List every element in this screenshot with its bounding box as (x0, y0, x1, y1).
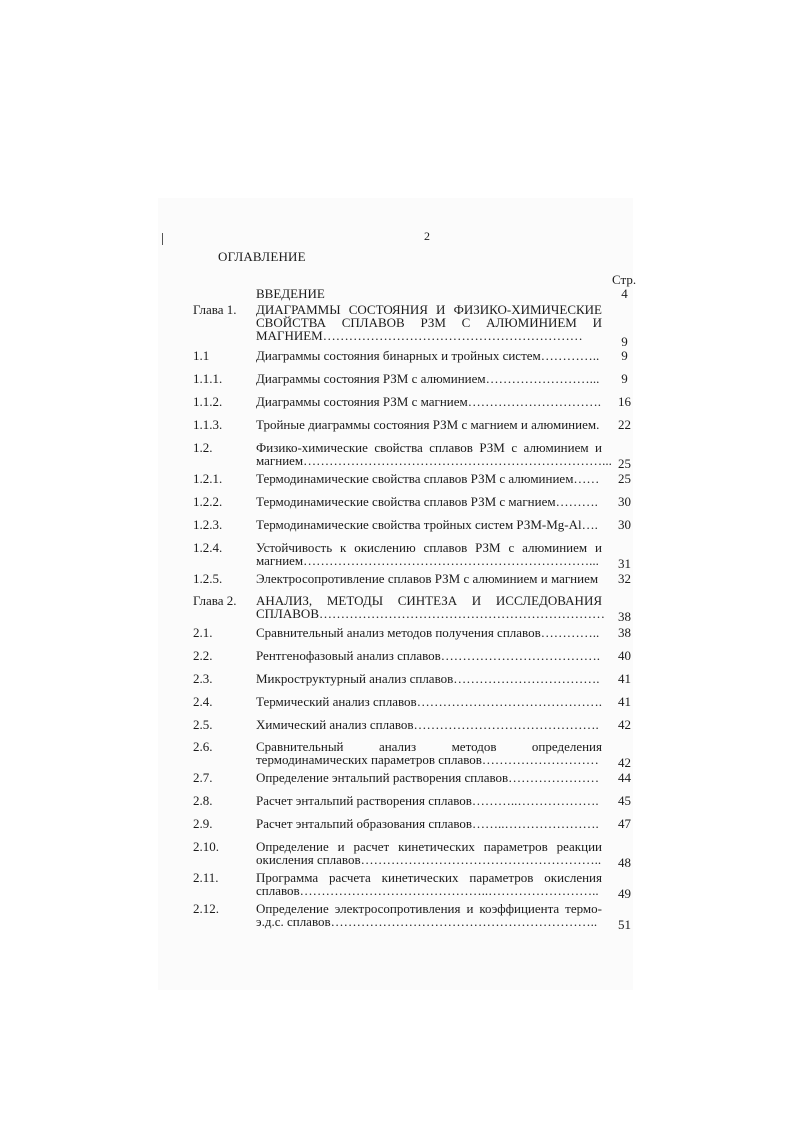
toc-entry-number: 2.12. (193, 901, 219, 916)
toc-entry-text: Термодинамические свойства сплавов РЗМ с магнием………. (256, 494, 598, 509)
toc-entry-number: 2.6. (193, 739, 213, 754)
toc-entry-page: 42 (618, 755, 631, 770)
toc-entry-text: Химический анализ сплавов……………………………………. (256, 717, 599, 732)
toc-entry-text: Физико-химические свойства сплавов РЗМ с алюминием и магнием……………………………………………………………... (256, 440, 612, 468)
toc-entry-text: Диаграммы состояния бинарных и тройных систем………….. (256, 348, 600, 363)
toc-entry-page: 48 (618, 855, 631, 870)
toc-entry-number: 1.1.1. (193, 371, 223, 386)
toc-entry-number: 1.2.2. (193, 494, 223, 509)
toc-entry-text: Сравнительный анализ методов получения сплавов………….. (256, 625, 600, 640)
toc-entry-page: 9 (621, 334, 628, 349)
toc-entry-page: 49 (618, 886, 631, 901)
toc-entry-text: ДИАГРАММЫ СОСТОЯНИЯ И ФИЗИКО-ХИМИЧЕСКИЕ СВОЙСТВА СПЛАВОВ РЗМ С АЛЮМИНИЕМ И МАГНИЕМ…………………………………………………… (256, 302, 602, 343)
toc-entry-text: Определение и расчет кинетических параметров реакции окисления сплавов……………………………………………….. (256, 839, 602, 867)
toc-entry-page: 42 (618, 717, 631, 732)
toc-entry-number: 2.7. (193, 770, 213, 785)
toc-entry-page: 38 (618, 609, 631, 624)
toc-entry-page: 25 (618, 471, 631, 486)
toc-entry-number: Глава 2. (193, 593, 237, 608)
page-number: 2 (424, 229, 430, 243)
toc-entry-page: 47 (618, 816, 631, 831)
toc-entry-number: 1.2.1. (193, 471, 223, 486)
toc-entry-text: Расчет энтальпий образования сплавов……..…………………. (256, 816, 599, 831)
toc-entry-page: 9 (621, 371, 628, 386)
toc-entry-page: 16 (618, 394, 631, 409)
toc-entry-page: 45 (618, 793, 631, 808)
toc-entry-number: 1.1.3. (193, 417, 223, 432)
toc-entry-text: Электросопротивление сплавов РЗМ с алюминием и магнием (256, 571, 599, 586)
toc-entry-text: Сравнительный анализ методов определения термодинамических параметров сплавов……………………… (256, 739, 602, 767)
toc-entry-text: Термодинамические свойства сплавов РЗМ с алюминием…… (256, 471, 600, 486)
toc-entry-number: 2.10. (193, 839, 219, 854)
toc-title: ОГЛАВЛЕНИЕ (218, 249, 306, 264)
toc-entry-text: Диаграммы состояния РЗМ с магнием…………………………. (256, 394, 602, 409)
toc-entry-page: 9 (621, 348, 628, 363)
toc-entry-page: 51 (618, 917, 631, 932)
toc-entry-text: Программа расчета кинетических параметров окисления сплавов……………………………………..…………………….. (256, 870, 602, 898)
toc-entry-number: 2.4. (193, 694, 213, 709)
toc-entry-number: 2.11. (193, 870, 219, 885)
toc-entry-text: Диаграммы состояния РЗМ с алюминием……………………... (256, 371, 600, 386)
toc-entry-number: 2.8. (193, 793, 213, 808)
toc-entry-number: 2.3. (193, 671, 213, 686)
toc-entry-page: 38 (618, 625, 631, 640)
toc-entry-number: 2.2. (193, 648, 213, 663)
toc-entry-page: 30 (618, 494, 631, 509)
toc-entry-page: 4 (621, 286, 628, 301)
toc-entry-number: 2.1. (193, 625, 213, 640)
toc-entry-text: Термодинамические свойства тройных систем РЗМ-Mg-Al…. (256, 517, 598, 532)
toc-entry-page: 41 (618, 671, 631, 686)
toc-entry-number: 1.2.3. (193, 517, 223, 532)
toc-entry-text: Определение энтальпий растворения сплавов………………… (256, 770, 600, 785)
toc-entry-number: Глава 1. (193, 302, 237, 317)
toc-entry-text: Рентгенофазовый анализ сплавов………………………………. (256, 648, 601, 663)
toc-entry-page: 44 (618, 770, 631, 785)
toc-entry-number: 1.1 (193, 348, 210, 363)
toc-entry-text: Термический анализ сплавов……………………………………. (256, 694, 602, 709)
toc-entry-page: 41 (618, 694, 631, 709)
toc-entry-number: 1.1.2. (193, 394, 223, 409)
toc-entry-text: Устойчивость к окислению сплавов РЗМ с алюминием и магнием…………………………………………………………... (256, 540, 602, 568)
toc-entry-text: АНАЛИЗ, МЕТОДЫ СИНТЕЗА И ИССЛЕДОВАНИЯ СПЛАВОВ………………………………………………………… (256, 593, 605, 621)
toc-entry-page: 25 (618, 456, 631, 471)
toc-entry-text: ВВЕДЕНИЕ (256, 286, 325, 301)
toc-entry-page: 31 (618, 556, 631, 571)
toc-entry-number: 2.5. (193, 717, 213, 732)
toc-entry-text: Микроструктурный анализ сплавов……………………………. (256, 671, 600, 686)
toc-entry-text: Тройные диаграммы состояния РЗМ с магнием и алюминием. (256, 417, 600, 432)
toc-entry-page: 40 (618, 648, 631, 663)
toc-entry-page: 32 (618, 571, 631, 586)
toc-entry-number: 1.2. (193, 440, 213, 455)
toc-entry-text: Расчет энтальпий растворения сплавов………..………………. (256, 793, 599, 808)
toc-entry-number: 2.9. (193, 816, 213, 831)
page-column-label: Стр. (612, 272, 637, 287)
toc-entry-page: 30 (618, 517, 631, 532)
toc-entry-number: 1.2.5. (193, 571, 223, 586)
toc-entry-text: Определение электросопротивления и коэффициента термо-э.д.с. сплавов…………………………………………………….. (256, 901, 602, 929)
toc-entry-number: 1.2.4. (193, 540, 223, 555)
toc-entry-page: 22 (618, 417, 631, 432)
